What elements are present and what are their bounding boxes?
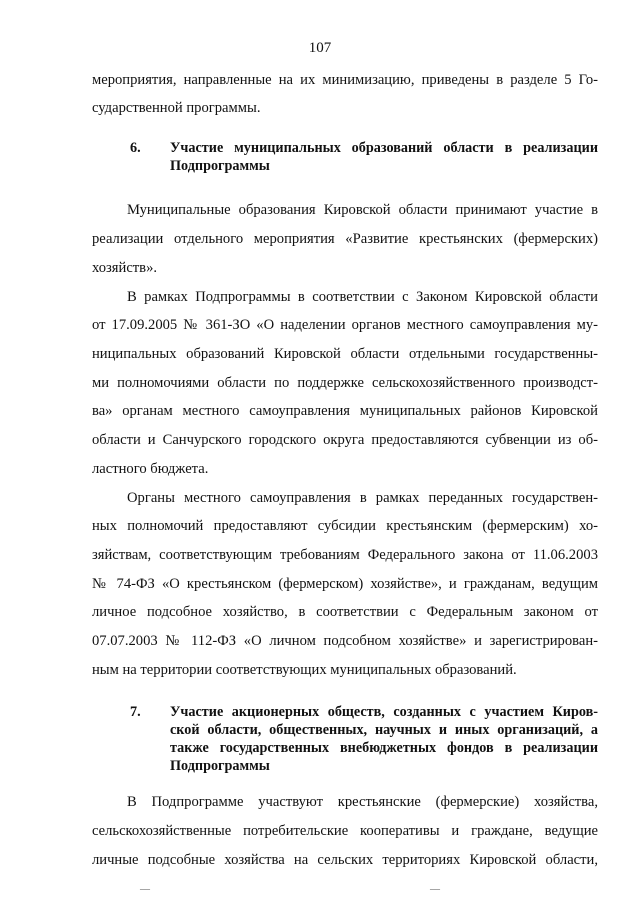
text-line: личное подсобное хозяйство, в соответствии с Федеральным законом от	[92, 604, 598, 620]
text-line: В рамках Подпрограммы в соответствии с Законом Кировской области	[127, 289, 598, 305]
section-title-line: Подпрограммы	[170, 158, 270, 174]
text-line: хозяйств».	[92, 260, 158, 276]
section-title-line: Участие муниципальных образований области в реализации	[170, 140, 598, 156]
text-line: сельскохозяйственные потребительские кооперативы и граждане, ведущие	[92, 823, 598, 839]
text-line: мероприятия, направленные на их минимизацию, приведены в разделе 5 Го-	[92, 72, 598, 88]
text-line: ва» органам местного самоуправления муниципальных районов Кировской	[92, 403, 598, 419]
scan-artifact: ‒‒	[140, 884, 150, 895]
text-line: сударственной программы.	[92, 100, 261, 116]
text-line: области и Санчурского городского округа предоставляются субвенции из об-	[92, 432, 598, 448]
text-line: ным на территории соответствующих муниципальных образований.	[92, 662, 517, 678]
section-title-line: Участие акционерных обществ, созданных с участием Киров-	[170, 704, 598, 720]
section-title-line: ской области, общественных, научных и иных организаций, а	[170, 722, 598, 738]
text-line: Органы местного самоуправления в рамках переданных государствен-	[127, 490, 598, 506]
text-line: Муниципальные образования Кировской области принимают участие в	[127, 202, 598, 218]
text-line: № 74-ФЗ «О крестьянском (фермерском) хозяйстве», и гражданам, ведущим	[92, 576, 598, 592]
section-number: 6.	[130, 140, 141, 156]
text-line: зяйствам, соответствующим требованиям Федерального закона от 11.06.2003	[92, 547, 598, 563]
section-number: 7.	[130, 704, 141, 720]
text-line: от 17.09.2005 № 361-ЗО «О наделении органов местного самоуправления му-	[92, 317, 598, 333]
scan-artifact: ‒‒	[430, 884, 440, 895]
section-title-line: также государственных внебюджетных фондов в реализации	[170, 740, 598, 756]
page-number: 107	[308, 40, 332, 56]
text-line: В Подпрограмме участвуют крестьянские (фермерские) хозяйства,	[127, 794, 598, 810]
text-line: ных полномочий предоставляют субсидии крестьянским (фермерским) хо-	[92, 518, 598, 534]
section-title-line: Подпрограммы	[170, 758, 270, 774]
text-line: ластного бюджета.	[92, 461, 209, 477]
text-line: реализации отдельного мероприятия «Развитие крестьянских (фермерских)	[92, 231, 598, 247]
text-line: 07.07.2003 № 112-ФЗ «О личном подсобном хозяйстве» и зарегистрирован-	[92, 633, 598, 649]
text-line: ниципальных образований Кировской области отдельными государственны-	[92, 346, 598, 362]
text-line: ми полномочиями области по поддержке сельскохозяйственного производст-	[92, 375, 598, 391]
text-line: личные подсобные хозяйства на сельских территориях Кировской области,	[92, 852, 598, 868]
